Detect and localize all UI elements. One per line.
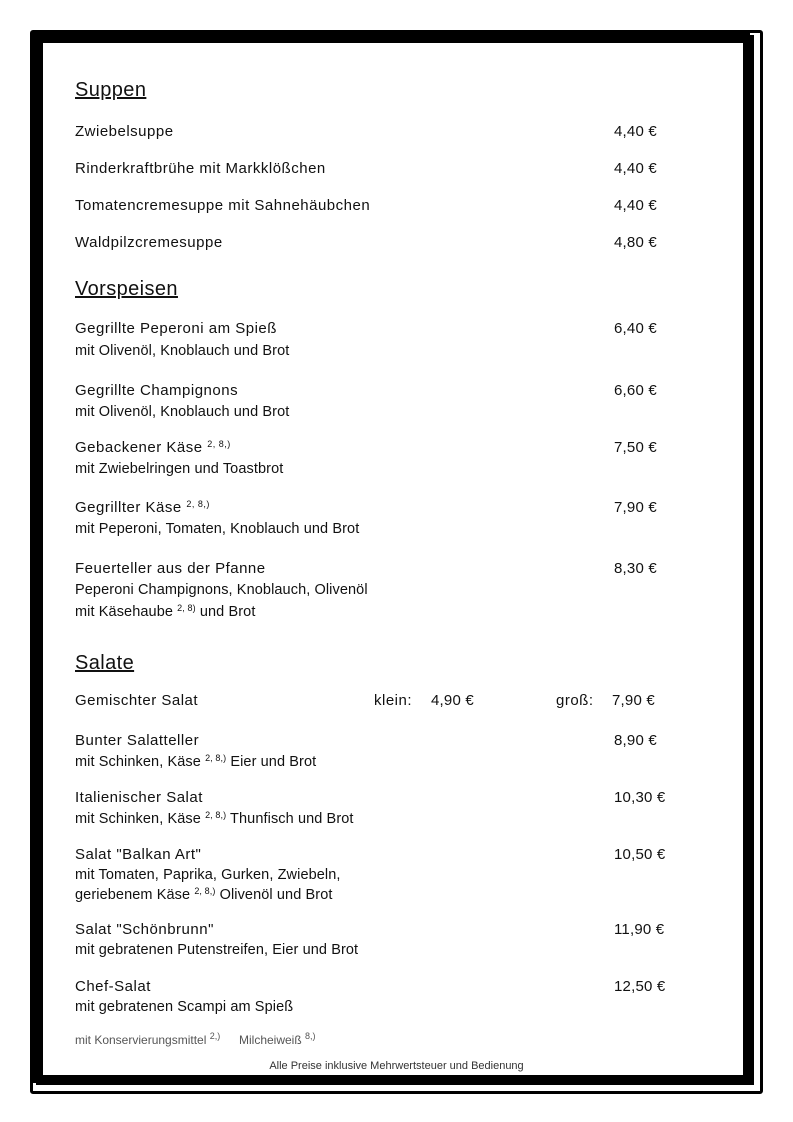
allergen-note: 2, 8,)	[186, 499, 210, 509]
allergen-note: 2, 8,)	[194, 886, 216, 896]
menu-item-description-line2	[75, 603, 255, 620]
menu-item-price: 4,40 €	[614, 197, 657, 214]
menu-item-name: Chef-Salat	[75, 978, 151, 995]
menu-item-line	[75, 439, 231, 456]
menu-item-price: 11,90 €	[614, 921, 665, 938]
menu-item-name: Gebackener Käse	[75, 439, 203, 456]
menu-item-price: 7,50 €	[614, 439, 657, 456]
menu-item-price: 6,40 €	[614, 320, 657, 337]
menu-item-description: mit Olivenöl, Knoblauch und Brot	[75, 404, 290, 420]
legend-text: mit Konservierungsmittel	[75, 1033, 207, 1047]
menu-item-price: 6,60 €	[614, 382, 657, 399]
menu-item-price: 12,50 €	[614, 978, 666, 995]
allergen-note: 2, 8)	[177, 603, 196, 613]
menu-item-name: Zwiebelsuppe	[75, 123, 174, 140]
desc-text: Thunfisch und Brot	[230, 811, 354, 827]
desc-text: mit Schinken, Käse	[75, 811, 201, 827]
menu-item-price: 8,90 €	[614, 732, 657, 749]
menu-item-description: mit gebratenen Scampi am Spieß	[75, 999, 294, 1015]
menu-item-name: Salat "Balkan Art"	[75, 846, 202, 863]
menu-item-name: Waldpilzcremesuppe	[75, 234, 223, 251]
size-small-label: klein:	[374, 692, 413, 709]
menu-item-name: Bunter Salatteller	[75, 732, 200, 749]
desc-text: mit Schinken, Käse	[75, 754, 201, 770]
legend-preservatives	[75, 1031, 220, 1047]
section-title-salads: Salate	[75, 652, 135, 674]
allergen-note: 2, 8,)	[207, 439, 231, 449]
allergen-note: 2, 8,)	[205, 810, 227, 820]
menu-item-price: 8,30 €	[614, 560, 657, 577]
menu-item-description: Peperoni Champignons, Knoblauch, Olivenöl	[75, 582, 368, 598]
desc-text: und Brot	[199, 604, 256, 620]
menu-item-price: 4,80 €	[614, 234, 657, 251]
menu-item-price: 7,90 €	[614, 499, 657, 516]
menu-item-line	[75, 499, 210, 516]
menu-item-name: Italienischer Salat	[75, 789, 203, 806]
size-large-price: 7,90 €	[612, 692, 655, 709]
menu-item-description: mit Zwiebelringen und Toastbrot	[75, 461, 284, 477]
menu-item-price: 4,40 €	[614, 160, 657, 177]
size-large-label: groß:	[556, 692, 594, 709]
menu-item-name: Gegrillte Champignons	[75, 382, 239, 399]
desc-text: geriebenem Käse	[75, 887, 191, 903]
legend-code: 8,)	[305, 1031, 316, 1041]
allergen-note: 2, 8,)	[205, 753, 227, 763]
menu-item-description: mit Olivenöl, Knoblauch und Brot	[75, 343, 290, 359]
menu-item-description	[75, 753, 316, 770]
menu-item-price: 4,40 €	[614, 123, 657, 140]
menu-item-description: mit Tomaten, Paprika, Gurken, Zwiebeln,	[75, 867, 341, 883]
menu-item-name: Salat "Schönbrunn"	[75, 921, 214, 938]
section-title-starters: Vorspeisen	[75, 278, 178, 300]
menu-item-price: 10,50 €	[614, 846, 666, 863]
menu-item-description-line2	[75, 886, 333, 903]
footer-note: Alle Preise inklusive Mehrwertsteuer und Bedienung	[269, 1060, 524, 1072]
menu-item-name: Gegrillte Peperoni am Spieß	[75, 320, 277, 337]
menu-item-description	[75, 810, 354, 827]
section-title-soups: Suppen	[75, 79, 147, 101]
menu-item-name: Gegrillter Käse	[75, 499, 182, 516]
menu-item-name: Tomatencremesuppe mit Sahnehäubchen	[75, 197, 371, 214]
desc-text: Olivenöl und Brot	[219, 887, 333, 903]
menu-item-description: mit gebratenen Putenstreifen, Eier und Brot	[75, 942, 359, 958]
desc-text: Eier und Brot	[230, 754, 317, 770]
menu-item-name: Gemischter Salat	[75, 692, 199, 709]
legend-code: 2,)	[209, 1031, 221, 1041]
menu-item-price: 10,30 €	[614, 789, 666, 806]
desc-text: mit Käsehaube	[75, 604, 174, 620]
legend-text: Milcheiweiß	[239, 1033, 302, 1047]
menu-item-name: Feuerteller aus der Pfanne	[75, 560, 266, 577]
menu-item-name: Rinderkraftbrühe mit Markklößchen	[75, 160, 326, 177]
menu-item-description: mit Peperoni, Tomaten, Knoblauch und Brot	[75, 521, 360, 537]
legend-milk	[239, 1031, 316, 1047]
size-small-price: 4,90 €	[431, 692, 474, 709]
